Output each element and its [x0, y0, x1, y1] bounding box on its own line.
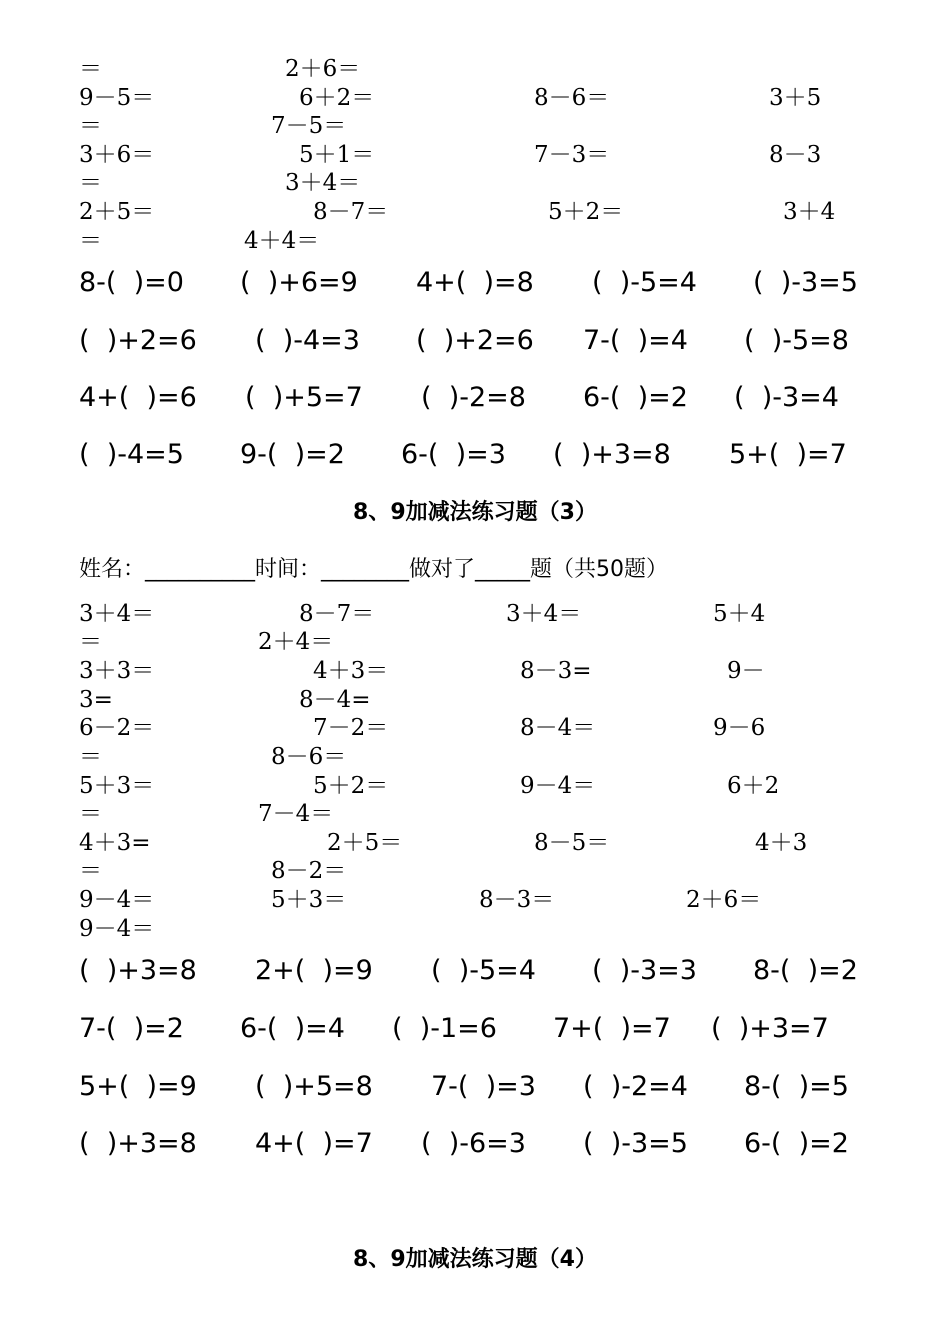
math-problem: 5＋1＝	[299, 142, 375, 168]
math-problem: 8－4=	[299, 687, 371, 713]
math-problem: 5＋3＝	[271, 887, 347, 913]
math-problem: 8－4＝	[520, 715, 596, 741]
math-problem: 7－3＝	[534, 142, 610, 168]
math-problem: 7－4＝	[258, 801, 334, 827]
time-label: 时间：	[255, 557, 322, 582]
fill-blank-problem: 7-( )=4	[583, 325, 688, 356]
fill-blank-problem: ( )+3=8	[79, 955, 197, 986]
math-problem: 9－4＝	[79, 916, 155, 942]
fill-blank-problem: 7+( )=7	[553, 1013, 671, 1044]
math-problem: 9－5＝	[79, 85, 155, 111]
fill-blank-problem: 6-( )=3	[401, 439, 506, 470]
math-problem: 8－3=	[520, 658, 592, 684]
fill-blank-problem: 8-( )=5	[744, 1071, 849, 1102]
fill-blank-problem: ( )-4=3	[255, 325, 360, 356]
fill-blank-problem: 4+( )=8	[416, 267, 534, 298]
math-problem: 7－5＝	[271, 113, 347, 139]
fill-blank-problem: ( )+3=8	[79, 1128, 197, 1159]
fill-blank-problem: 6-( )=2	[583, 382, 688, 413]
math-problem: 3＋4＝	[79, 601, 155, 627]
math-problem: 2＋6＝	[285, 56, 361, 82]
math-problem: 5＋3＝	[79, 773, 155, 799]
math-problem: 4＋3	[755, 830, 808, 856]
math-problem: 2＋5＝	[79, 199, 155, 225]
math-problem: 4＋4＝	[244, 228, 320, 254]
fill-blank-problem: ( )+3=8	[553, 439, 671, 470]
student-info-line	[79, 555, 668, 585]
math-problem: 3=	[79, 687, 113, 713]
fill-blank-problem: ( )+6=9	[240, 267, 358, 298]
fill-blank-problem: 2+( )=9	[255, 955, 373, 986]
math-problem: 3＋6＝	[79, 142, 155, 168]
fill-blank-problem: ( )-3=5	[753, 267, 858, 298]
math-problem: 6－2＝	[79, 715, 155, 741]
math-problem: 9－4＝	[520, 773, 596, 799]
math-problem: 6＋2	[727, 773, 780, 799]
correct-label: 做对了	[409, 557, 476, 582]
total-label: 题（共50题）	[530, 557, 669, 582]
fill-blank-problem: 8-( )=0	[79, 267, 184, 298]
fill-blank-problem: 5+( )=7	[729, 439, 847, 470]
fill-blank-problem: ( )-6=3	[421, 1128, 526, 1159]
math-problem: 2＋6＝	[686, 887, 762, 913]
fill-blank-problem: ( )+3=7	[711, 1013, 829, 1044]
math-problem: ＝	[79, 629, 102, 655]
fill-blank-problem: ( )-1=6	[392, 1013, 497, 1044]
fill-blank-problem: 8-( )=2	[753, 955, 858, 986]
math-problem: 8－6＝	[271, 744, 347, 770]
fill-blank-problem: ( )-3=4	[734, 382, 839, 413]
math-problem: ＝	[79, 228, 102, 254]
fill-blank-problem: ( )-5=4	[431, 955, 536, 986]
fill-blank-problem: ( )-5=8	[744, 325, 849, 356]
section-3-title: 8、9加减法练习题（3）	[353, 500, 597, 525]
math-problem: ＝	[79, 858, 102, 884]
fill-blank-problem: ( )-3=3	[592, 955, 697, 986]
math-problem: 5＋2＝	[313, 773, 389, 799]
math-problem: 3＋3＝	[79, 658, 155, 684]
math-problem: 3＋4＝	[285, 170, 361, 196]
section-4-title: 8、9加减法练习题（4）	[353, 1247, 597, 1272]
math-problem: 5＋2＝	[548, 199, 624, 225]
name-label: 姓名：	[79, 557, 146, 582]
fill-blank-problem: 4+( )=7	[255, 1128, 373, 1159]
math-problem: 8－7＝	[299, 601, 375, 627]
name-field[interactable]: __________	[145, 557, 256, 582]
math-problem: 8－7＝	[313, 199, 389, 225]
fill-blank-problem: ( )+2=6	[79, 325, 197, 356]
fill-blank-problem: 6-( )=2	[744, 1128, 849, 1159]
math-problem: 8－5＝	[534, 830, 610, 856]
math-problem: ＝	[79, 113, 102, 139]
math-problem: ＝	[79, 56, 102, 82]
math-problem: 9－6	[713, 715, 766, 741]
math-problem: 4＋3=	[79, 830, 151, 856]
fill-blank-problem: ( )-2=4	[583, 1071, 688, 1102]
math-problem: 9－	[727, 658, 765, 684]
math-problem: ＝	[79, 744, 102, 770]
correct-field[interactable]: _____	[475, 557, 531, 582]
fill-blank-problem: ( )+5=7	[245, 382, 363, 413]
math-problem: 8－6＝	[534, 85, 610, 111]
fill-blank-problem: ( )-2=8	[421, 382, 526, 413]
math-problem: 2＋4＝	[258, 629, 334, 655]
math-problem: 9－4＝	[79, 887, 155, 913]
fill-blank-problem: 7-( )=3	[431, 1071, 536, 1102]
math-problem: 8－3	[769, 142, 822, 168]
math-problem: 4＋3＝	[313, 658, 389, 684]
math-problem: 3＋4	[783, 199, 836, 225]
fill-blank-problem: ( )+5=8	[255, 1071, 373, 1102]
math-problem: 6＋2＝	[299, 85, 375, 111]
fill-blank-problem: 5+( )=9	[79, 1071, 197, 1102]
math-problem: 5＋4	[713, 601, 766, 627]
math-problem: ＝	[79, 170, 102, 196]
fill-blank-problem: 7-( )=2	[79, 1013, 184, 1044]
math-problem: 8－3＝	[479, 887, 555, 913]
fill-blank-problem: ( )+2=6	[416, 325, 534, 356]
fill-blank-problem: ( )-4=5	[79, 439, 184, 470]
math-problem: 2＋5＝	[327, 830, 403, 856]
fill-blank-problem: 4+( )=6	[79, 382, 197, 413]
math-problem: 3＋4＝	[506, 601, 582, 627]
fill-blank-problem: ( )-3=5	[583, 1128, 688, 1159]
fill-blank-problem: 6-( )=4	[240, 1013, 345, 1044]
fill-blank-problem: ( )-5=4	[592, 267, 697, 298]
math-problem: 8－2＝	[271, 858, 347, 884]
fill-blank-problem: 9-( )=2	[240, 439, 345, 470]
time-field[interactable]: ________	[321, 557, 410, 582]
math-problem: ＝	[79, 801, 102, 827]
math-problem: 7－2＝	[313, 715, 389, 741]
math-problem: 3＋5	[769, 85, 822, 111]
